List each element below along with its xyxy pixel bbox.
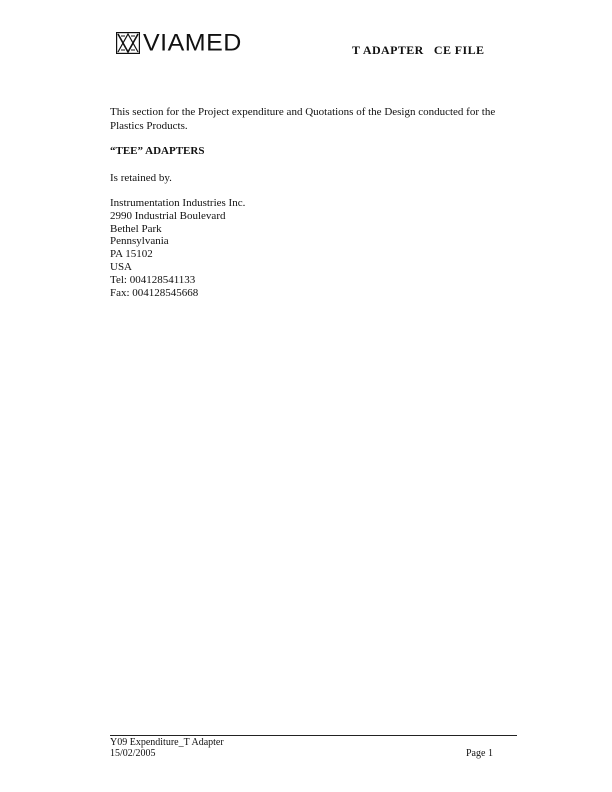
address-company: Instrumentation Industries Inc.	[110, 197, 246, 209]
footer-page-number: Page 1	[466, 748, 493, 759]
address-block	[110, 197, 245, 299]
section-heading: “TEE” ADAPTERS	[110, 145, 205, 157]
document-title: T ADAPTER CE FILE	[352, 43, 485, 57]
footer-divider	[110, 735, 517, 736]
address-city: Bethel Park	[110, 222, 162, 235]
footer-filename: Y09 Expenditure_T Adapter	[110, 737, 224, 748]
footer-info	[110, 737, 224, 759]
logo-text: VIAMED	[143, 29, 242, 56]
address-country: USA	[110, 260, 133, 273]
address-fax: Fax: 004128545668	[110, 286, 199, 299]
retained-by-text: Is retained by.	[110, 172, 172, 184]
company-logo	[116, 30, 242, 56]
address-state: Pennsylvania	[110, 235, 169, 248]
address-postcode: PA 15102	[110, 248, 153, 261]
footer-date: 15/02/2005	[110, 748, 156, 759]
address-phone: Tel: 004128541133	[110, 273, 196, 286]
address-street: 2990 Industrial Boulevard	[110, 209, 226, 222]
intro-paragraph: This section for the Project expenditure and Quotations of the Design conducted for the Plastics Products.	[110, 106, 496, 132]
viamed-logo-mark-icon	[116, 32, 140, 54]
